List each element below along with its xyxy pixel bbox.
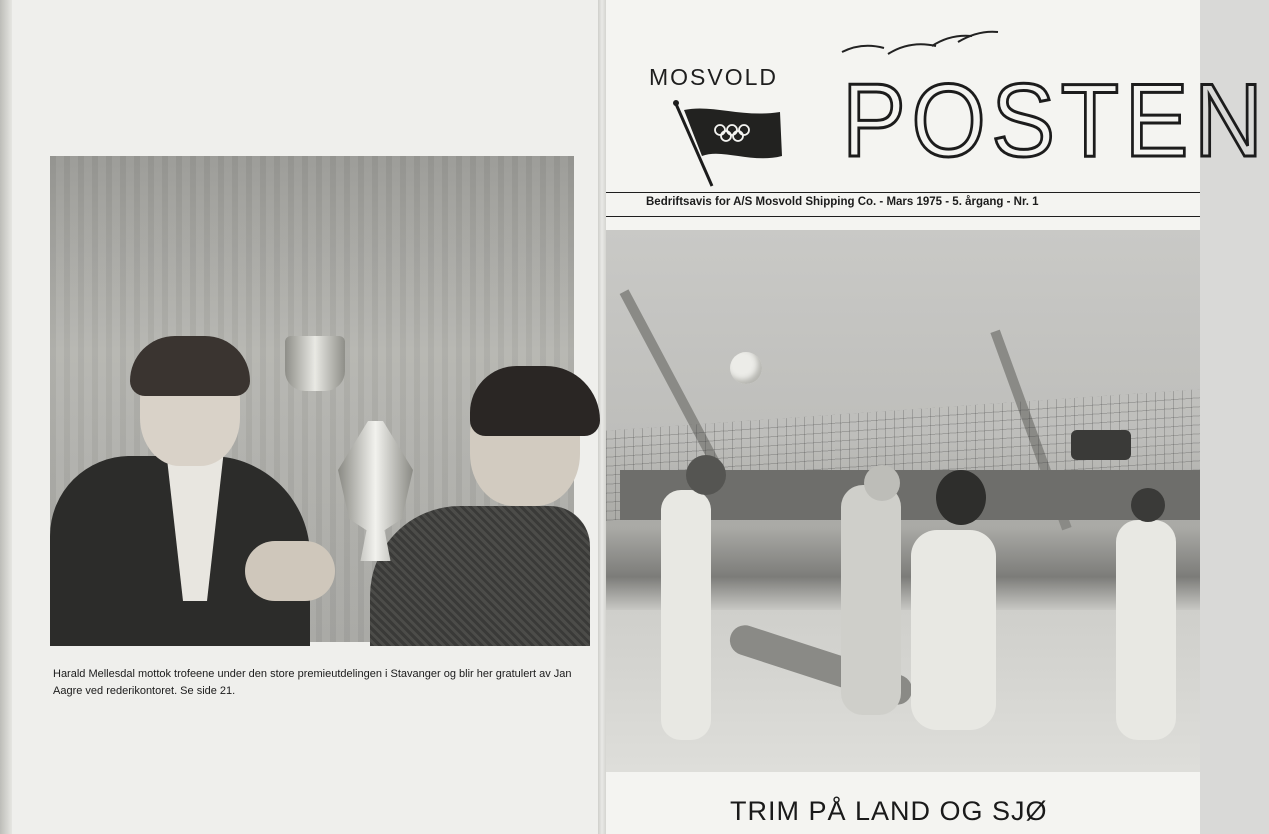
mosvold-flag-logo [672, 98, 792, 190]
volleyball [730, 352, 762, 384]
photo-man-left-hair [130, 336, 250, 396]
photo-caption: Harald Mellesdal mottok trofeene under den store premieutdelingen i Stavanger og blir her gratulert av Jan Aagre ved rederikontoret. Se side 21. [53, 668, 572, 697]
photo-player [1116, 520, 1176, 740]
handshake [245, 541, 335, 601]
page-edge [0, 0, 12, 834]
photo-player [911, 530, 996, 730]
volleyball-photo [606, 230, 1200, 772]
photo-player [661, 490, 711, 740]
photo-player-head [936, 470, 986, 525]
photo-winch [1071, 430, 1131, 460]
trophy-cup [285, 336, 345, 391]
photo-player-head [864, 465, 900, 501]
masthead-rule-bottom [606, 216, 1200, 217]
photo-player-head [1131, 488, 1165, 522]
photo-man-right-jacket [370, 506, 590, 646]
masthead-rule-top [606, 192, 1200, 193]
brand-name: MOSVOLD [649, 64, 779, 90]
masthead-title: POSTEN [842, 63, 1269, 179]
photo-player [841, 485, 901, 715]
photo-player-head [686, 455, 726, 495]
trophy-handshake-photo [50, 156, 574, 642]
cover-headline: TRIM PÅ LAND OG SJØ [730, 796, 1048, 826]
masthead-subtitle: Bedriftsavis for A/S Mosvold Shipping Co. - Mars 1975 - 5. årgang - Nr. 1 [646, 196, 1039, 208]
